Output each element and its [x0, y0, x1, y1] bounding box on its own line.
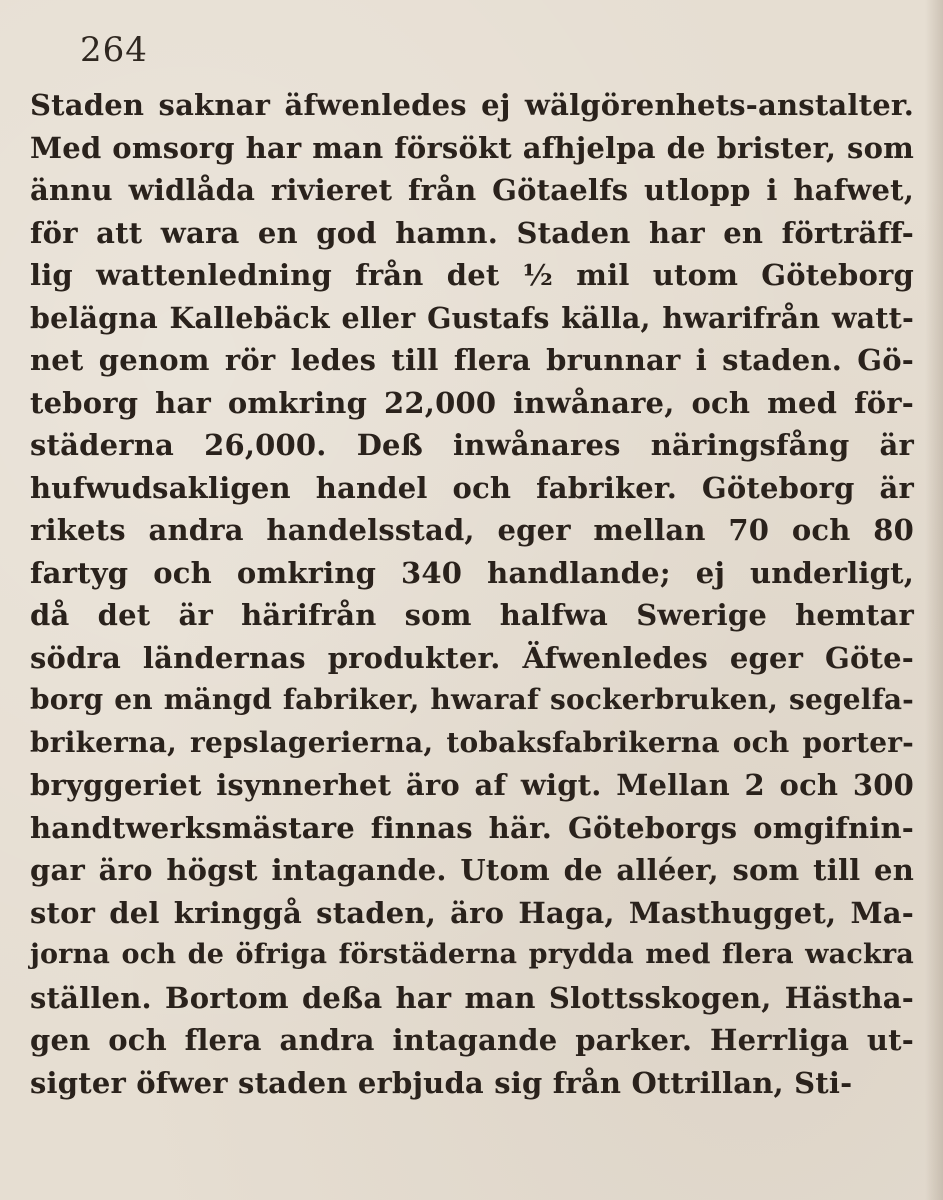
- text-line: rikets andra handelsstad, eger mellan 70 och 80: [30, 513, 914, 547]
- text-line: brikerna, repslagerierna, tobaksfabrikerna och porter-: [30, 725, 914, 759]
- text-line: städerna 26,000. Deß inwånares näringsfång är: [30, 428, 914, 462]
- text-line: för att wara en god hamn. Staden har en förträff-: [30, 215, 914, 250]
- text-line: lig wattenledning från det ½ mil utom Göteborg: [30, 258, 914, 292]
- text-line: Med omsorg har man försökt afhjelpa de brister, som: [30, 130, 914, 165]
- text-line: handtwerksmästare finnas här. Göteborgs omgifnin-: [30, 810, 914, 845]
- text-line: gen och flera andra intagande parker. Herrliga ut-: [30, 1023, 914, 1057]
- body-text: [30, 84, 914, 1104]
- text-line: fartyg och omkring 340 handlande; ej underligt,: [30, 555, 914, 590]
- text-line: jorna och de öfriga förstäderna prydda med flera wackra: [30, 939, 914, 970]
- text-line: borg en mängd fabriker, hwaraf sockerbruken, segelfa-: [30, 683, 914, 716]
- text-line: då det är härifrån som halfwa Swerige hemtar: [30, 598, 914, 632]
- text-line: ställen. Bortom deßa har man Slottsskogen, Hästha-: [30, 980, 914, 1015]
- text-line: Staden saknar äfwenledes ej wälgörenhets-anstalter.: [30, 88, 914, 122]
- text-line: net genom rör ledes till flera brunnar i staden. Gö-: [30, 343, 914, 377]
- page-edge-shadow: [925, 0, 943, 1200]
- text-line: södra ländernas produkter. Äfwenledes eger Göte-: [30, 640, 914, 675]
- text-line: bryggeriet isynnerhet äro af wigt. Mellan 2 och 300: [30, 768, 914, 802]
- text-line: ännu widlåda rivieret från Götaelfs utlopp i hafwet,: [30, 173, 914, 207]
- text-line: sigter öfwer staden erbjuda sig från Ottrillan, Sti-: [30, 1065, 853, 1100]
- text-line: hufwudsakligen handel och fabriker. Göteborg är: [30, 470, 914, 505]
- text-line: belägna Kallebäck eller Gustafs källa, hwarifrån watt-: [30, 300, 914, 335]
- text-line: gar äro högst intagande. Utom de alléer, som till en: [30, 853, 914, 887]
- text-line: stor del kringgå staden, äro Haga, Masthugget, Ma-: [30, 895, 914, 930]
- page-number: 264: [80, 30, 148, 70]
- text-line: teborg har omkring 22,000 inwånare, och med för-: [30, 385, 914, 420]
